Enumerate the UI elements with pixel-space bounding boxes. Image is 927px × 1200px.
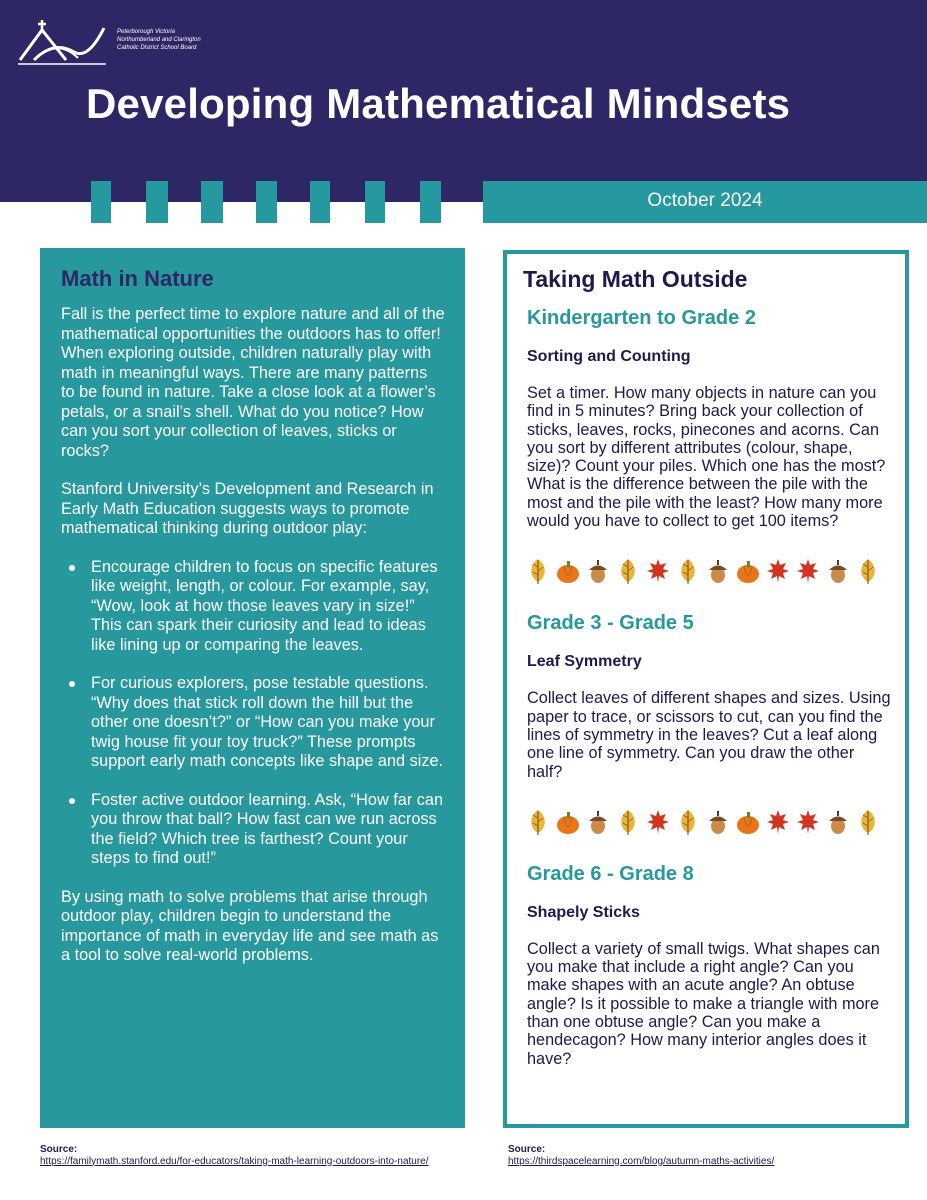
stripe-block-6 bbox=[365, 181, 385, 223]
activity-text-leaf-symmetry: Collect leaves of different shapes and sizes. Using paper to trace, or scissors to cut, can you find the lines of symmetry in the leaves? Cut a leaf along one line of symmetry. Can you draw the other half? bbox=[527, 689, 891, 781]
school-board-logo bbox=[14, 14, 109, 66]
board-name-line-1: Peterborough Victoria bbox=[117, 29, 175, 35]
list-item-text: Encourage children to focus on specific features like weight, length, or colour. For example, say, “Wow, look at how those leaves vary in size!” This can spark their curiosity and lead to ideas like lining up or comparing the leaves. bbox=[91, 557, 438, 654]
maple-leaf-icon bbox=[795, 808, 821, 836]
left-source bbox=[40, 1144, 450, 1167]
stripe-block-7 bbox=[420, 181, 441, 223]
grade-heading-6-8: Grade 6 - Grade 8 bbox=[527, 862, 694, 885]
taking-math-outside-panel bbox=[503, 250, 909, 1128]
activity-text-sorting: Set a timer. How many objects in nature can you find in 5 minutes? Bring back your collection of sticks, leaves, rocks, pinecones and acorns. Can you sort by different attributes (colour, shape, size)? Count your piles. Which one has the most? What is the difference between the pile with the most and the pile with the least? How many more would you have to collect to get 100 items? bbox=[527, 384, 886, 531]
leaf-icon bbox=[615, 557, 641, 585]
activity-title-leaf-symmetry: Leaf Symmetry bbox=[527, 653, 642, 671]
list-item-text: Foster active outdoor learning. Ask, “How far can you throw that ball? How fast can we run across the field? Which tree is farthest? Count your steps to find out!” bbox=[91, 790, 444, 867]
source-link[interactable]: https://thirdspacelearning.com/blog/autumn-maths-activities/ bbox=[508, 1155, 775, 1167]
list-item bbox=[61, 558, 445, 656]
pumpkin-icon bbox=[555, 808, 581, 836]
activity-title-shapely-sticks: Shapely Sticks bbox=[527, 903, 640, 921]
board-name-line-3: Catholic District School Board bbox=[117, 45, 197, 51]
stanford-paragraph: Stanford University’s Development and Research in Early Math Education suggests ways to promote mathematical thinking during outdoor play: bbox=[61, 480, 434, 537]
intro-paragraph: Fall is the perfect time to explore nature and all of the mathematical opportunities the outdoors has to offer! When exploring outside, children naturally play with math in meaningful ways. There are many patterns to be found in nature. Take a close look at a flower’s petals, or a snail’s shell. What do you notice? How can you sort your collection of leaves, sticks or rocks? bbox=[61, 305, 445, 460]
issue-date: October 2024 bbox=[647, 190, 763, 211]
right-section-title: Taking Math Outside bbox=[523, 266, 748, 292]
page-title: Developing Mathematical Mindsets bbox=[86, 80, 791, 127]
leaf-icon bbox=[525, 808, 551, 836]
grade-heading-k2: Kindergarten to Grade 2 bbox=[527, 307, 756, 329]
bullet-icon bbox=[69, 798, 75, 804]
stripe-block-3 bbox=[201, 181, 223, 223]
stripe-block-1 bbox=[91, 181, 111, 223]
list-item-text: For curious explorers, pose testable questions. “Why does that stick roll down the hill but the other one doesn’t?” or “How can you make your twig house fit your toy truck?” These prompts support early math concepts like shape and size. bbox=[91, 674, 444, 770]
maple-leaf-icon bbox=[765, 808, 791, 836]
bullet-icon bbox=[69, 681, 75, 687]
activity-title-sorting: Sorting and Counting bbox=[527, 348, 691, 365]
board-name bbox=[117, 28, 201, 52]
date-bar bbox=[483, 181, 927, 223]
leaf-icon bbox=[525, 557, 551, 585]
acorn-icon bbox=[585, 557, 611, 585]
source-label: Source: bbox=[508, 1144, 546, 1155]
leaf-icon bbox=[615, 808, 641, 836]
pumpkin-icon bbox=[555, 557, 581, 585]
stripe-block-4 bbox=[256, 181, 277, 223]
list-item bbox=[61, 791, 445, 869]
leaf-icon bbox=[675, 557, 701, 585]
stripe-block-5 bbox=[310, 181, 330, 223]
acorn-icon bbox=[825, 557, 851, 585]
leaf-icon bbox=[855, 808, 881, 836]
pumpkin-icon bbox=[735, 808, 761, 836]
bullet-icon bbox=[69, 565, 75, 571]
closing-paragraph: By using math to solve problems that arise through outdoor play, children begin to understand the importance of math in everyday life and see math as a tool to solve real-world problems. bbox=[61, 887, 439, 964]
right-source bbox=[508, 1144, 908, 1167]
leaf-icon bbox=[855, 557, 881, 585]
source-label: Source: bbox=[40, 1144, 78, 1155]
acorn-icon bbox=[825, 808, 851, 836]
left-section-title: Math in Nature bbox=[61, 266, 214, 291]
autumn-icons-row-2 bbox=[525, 807, 893, 837]
list-item bbox=[61, 674, 445, 772]
leaf-icon bbox=[675, 808, 701, 836]
stripe-block-2 bbox=[146, 181, 168, 223]
tips-list bbox=[61, 558, 445, 869]
source-link[interactable]: https://familymath.stanford.edu/for-educators/taking-math-learning-outdoors-into-nature/ bbox=[40, 1155, 429, 1167]
header-banner bbox=[0, 0, 927, 202]
grade-heading-3-5: Grade 3 - Grade 5 bbox=[527, 612, 694, 635]
maple-leaf-icon bbox=[645, 557, 671, 585]
math-in-nature-panel bbox=[40, 248, 465, 1128]
acorn-icon bbox=[705, 557, 731, 585]
acorn-icon bbox=[705, 808, 731, 836]
autumn-icons-row-1 bbox=[525, 556, 893, 586]
maple-leaf-icon bbox=[645, 808, 671, 836]
activity-text-shapely-sticks: Collect a variety of small twigs. What shapes can you make that include a right angle? Can you make shapes with an acute angle? An obtuse angle? Is it possible to make a triangle with more than one obtuse angle? Can you make a hendecagon? How many interior angles does it have? bbox=[527, 939, 880, 1068]
acorn-icon bbox=[585, 808, 611, 836]
board-name-line-2: Northumberland and Clarington bbox=[117, 37, 201, 43]
pumpkin-icon bbox=[735, 557, 761, 585]
maple-leaf-icon bbox=[795, 557, 821, 585]
maple-leaf-icon bbox=[765, 557, 791, 585]
